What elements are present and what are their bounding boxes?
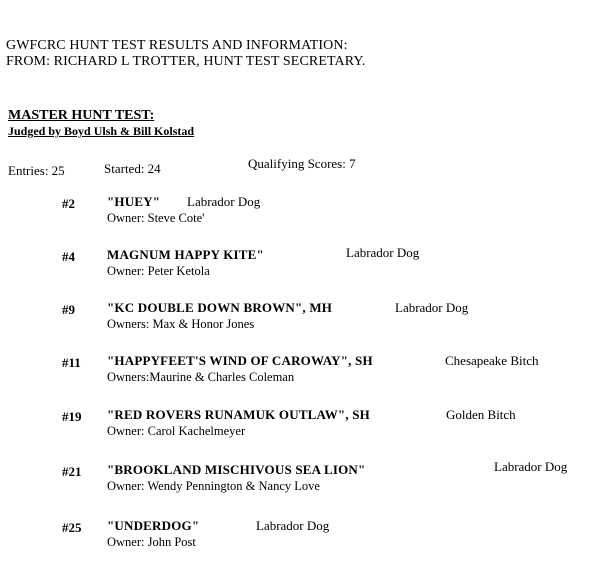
stat-qualifying: Qualifying Scores: 7 bbox=[248, 156, 356, 171]
owner-name: Owners:Maurine & Charles Coleman bbox=[107, 370, 295, 384]
owner-name: Owner: Steve Cote' bbox=[107, 211, 205, 225]
entry-number: #11 bbox=[62, 355, 81, 370]
dog-breed: Labrador Dog bbox=[346, 245, 420, 260]
result-entry bbox=[0, 247, 600, 287]
owner-name: Owner: John Post bbox=[107, 535, 196, 549]
result-entry bbox=[0, 353, 600, 393]
owner-name: Owner: Wendy Pennington & Nancy Love bbox=[107, 479, 320, 493]
owner-name: Owners: Max & Honor Jones bbox=[107, 317, 255, 331]
result-entry bbox=[0, 407, 600, 447]
entry-number: #25 bbox=[62, 520, 82, 535]
dog-name: "RED ROVERS RUNAMUK OUTLAW", SH bbox=[107, 407, 370, 422]
dog-breed: Labrador Dog bbox=[256, 518, 330, 533]
stat-started: Started: 24 bbox=[104, 161, 161, 176]
result-entry bbox=[0, 194, 600, 234]
section-title: MASTER HUNT TEST: bbox=[8, 108, 155, 123]
entry-number: #2 bbox=[62, 196, 75, 211]
dog-name: "HAPPYFEET'S WIND OF CAROWAY", SH bbox=[107, 353, 373, 368]
entry-number: #21 bbox=[62, 464, 82, 479]
owner-name: Owner: Carol Kachelmeyer bbox=[107, 424, 246, 438]
header-line-1: GWFCRC HUNT TEST RESULTS AND INFORMATION: bbox=[6, 38, 348, 53]
header-line-2: FROM: RICHARD L TROTTER, HUNT TEST SECRETARY. bbox=[6, 54, 366, 69]
entry-number: #19 bbox=[62, 409, 82, 424]
result-entry bbox=[0, 300, 600, 340]
result-entry bbox=[0, 518, 600, 558]
section-judges: Judged by Boyd Ulsh & Bill Kolstad bbox=[8, 124, 195, 138]
dog-name: MAGNUM HAPPY KITE" bbox=[107, 247, 264, 262]
dog-breed: Labrador Dog bbox=[395, 300, 469, 315]
dog-name: "KC DOUBLE DOWN BROWN", MH bbox=[107, 300, 333, 315]
stat-entries: Entries: 25 bbox=[8, 163, 65, 178]
entry-number: #9 bbox=[62, 302, 75, 317]
owner-name: Owner: Peter Ketola bbox=[107, 264, 210, 278]
dog-name: "BROOKLAND MISCHIVOUS SEA LION" bbox=[107, 462, 366, 477]
dog-breed: Labrador Dog bbox=[187, 194, 261, 209]
dog-breed: Chesapeake Bitch bbox=[445, 353, 539, 368]
dog-name: "HUEY" bbox=[107, 194, 161, 209]
result-entry bbox=[0, 459, 600, 502]
entry-number: #4 bbox=[62, 249, 75, 264]
dog-name: "UNDERDOG" bbox=[107, 518, 200, 533]
dog-breed: Labrador Dog bbox=[494, 459, 568, 474]
dog-breed: Golden Bitch bbox=[446, 407, 516, 422]
